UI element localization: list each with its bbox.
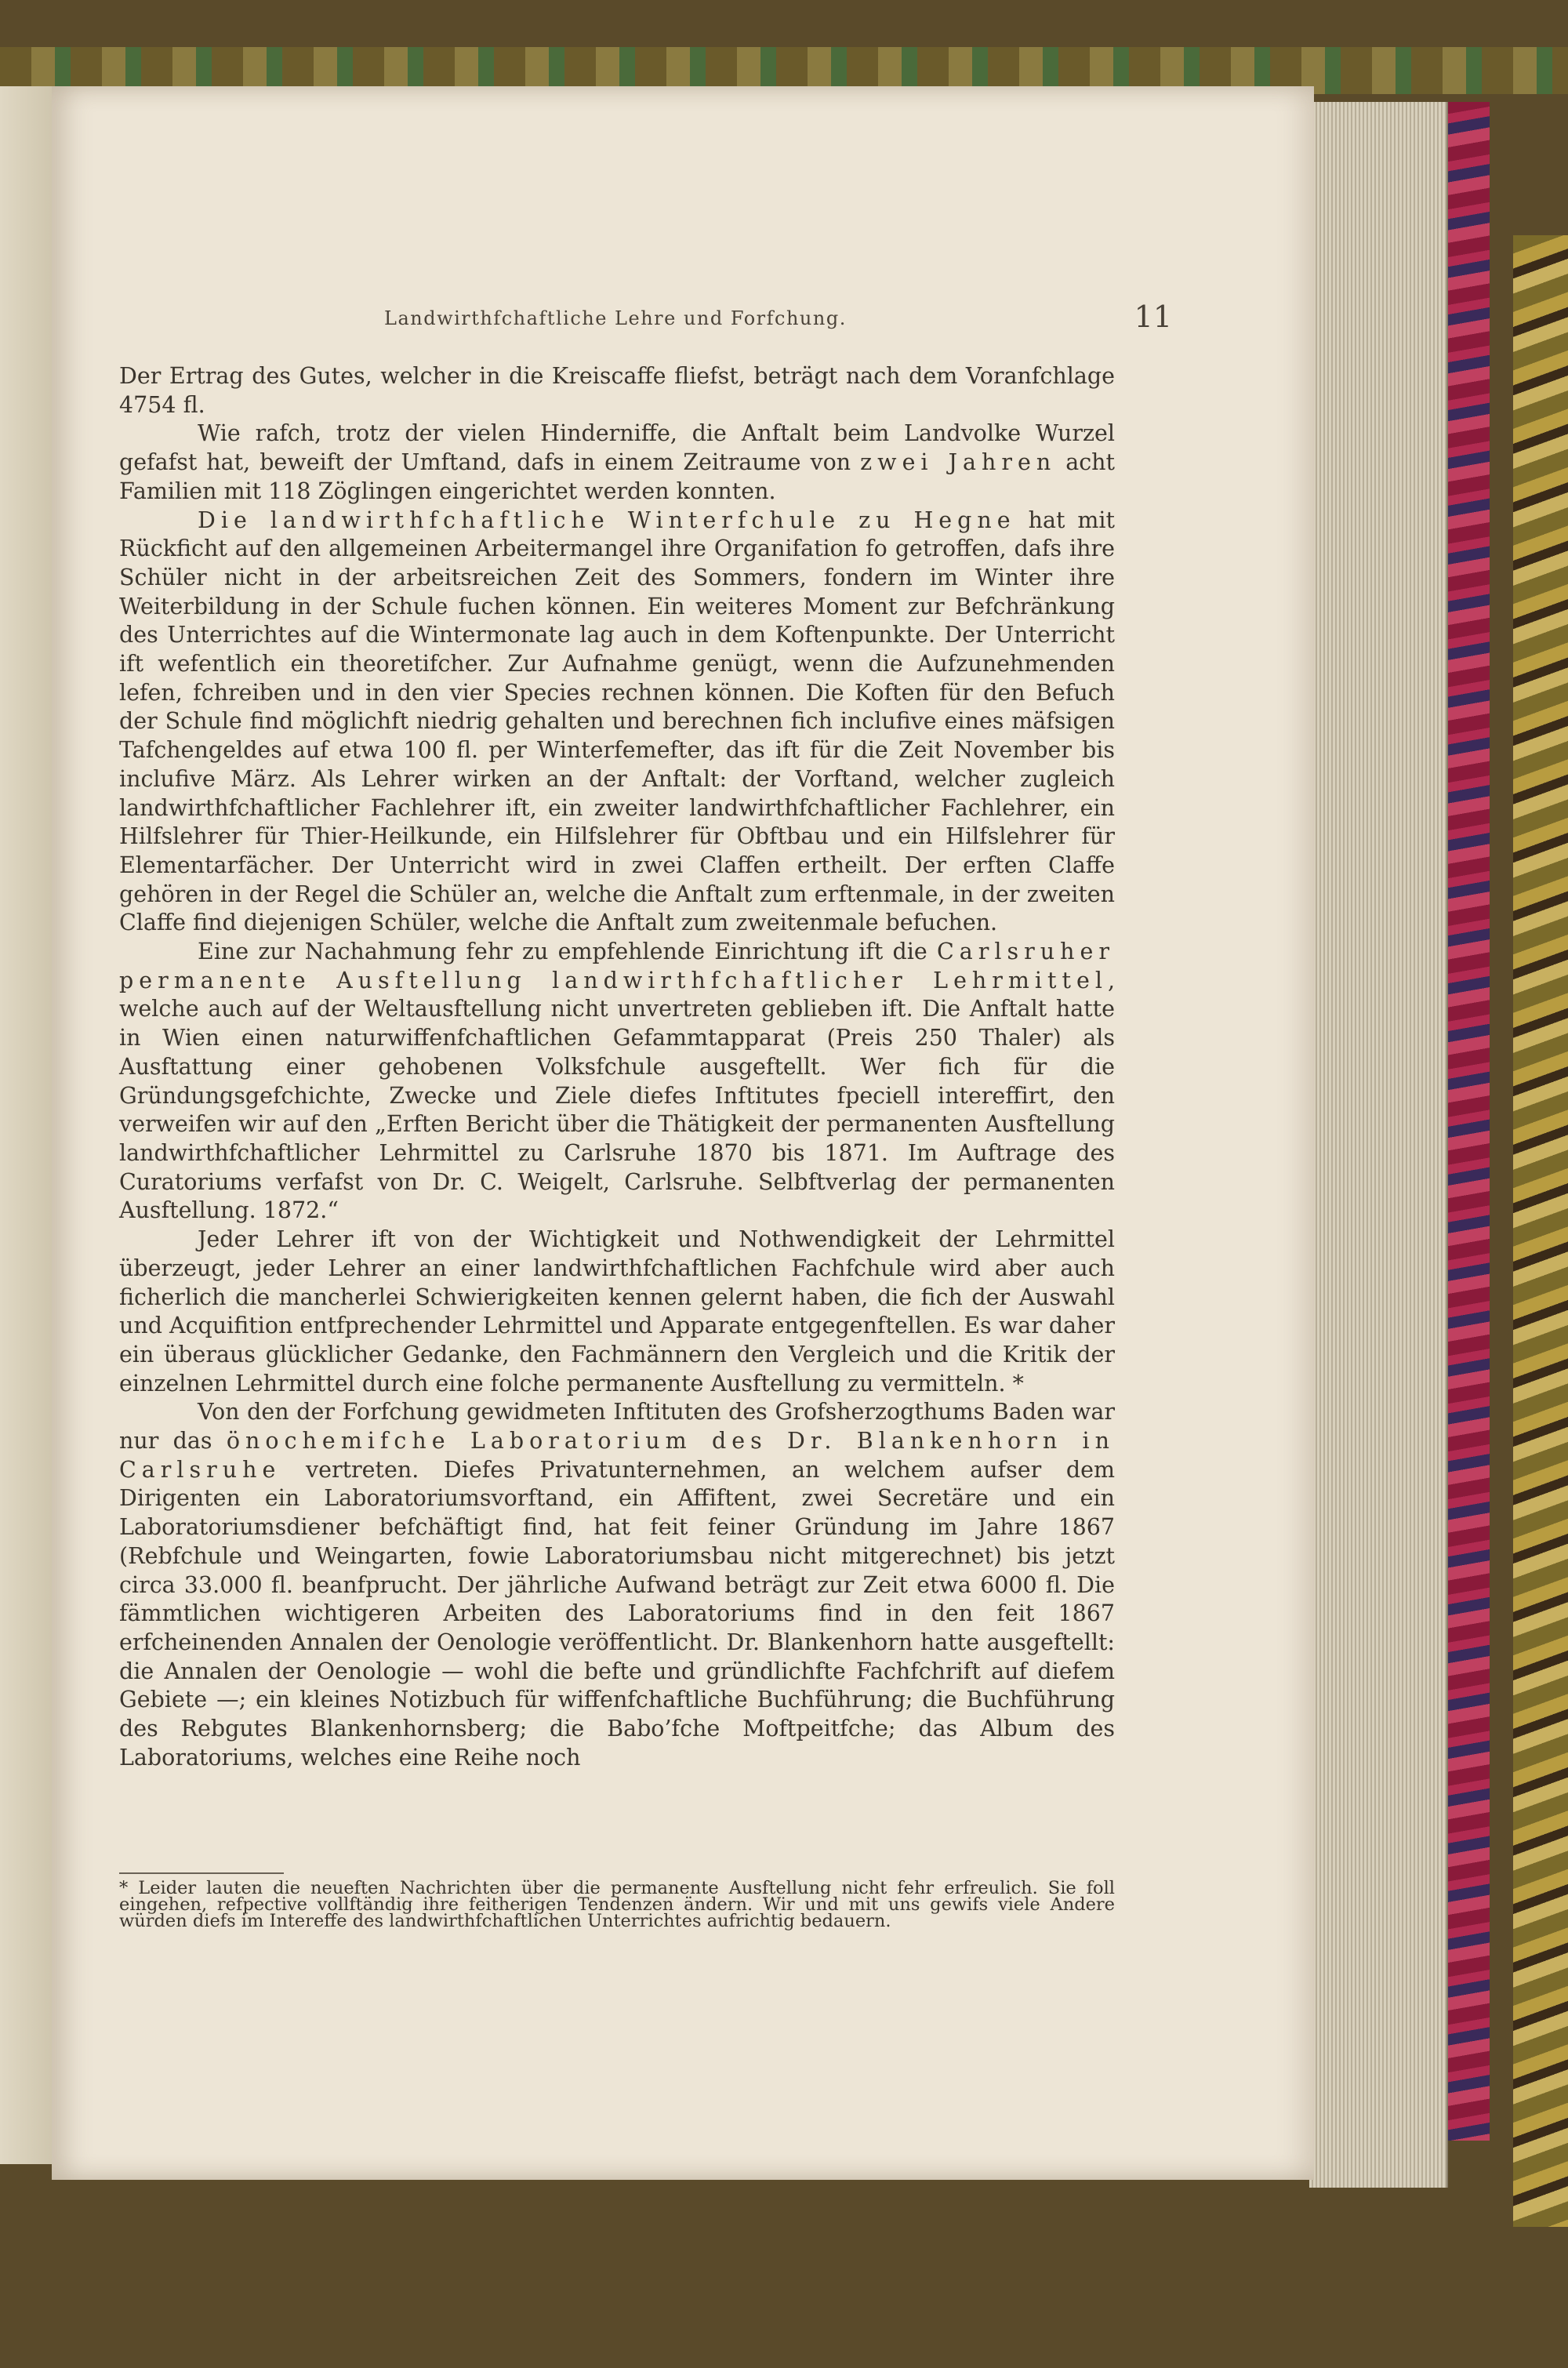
page-header	[384, 300, 1172, 347]
page-stack-edges	[1309, 102, 1448, 2188]
text-run: Wie rafch, trotz der vielen Hinderniffe, die Anftalt beim Landvolke Wurzel gefafst hat, beweift der Umftand, dafs in einem Zeitraume von	[119, 420, 1115, 476]
paragraph	[119, 1398, 1115, 1772]
text-run: , welche auch auf der Weltausftellung nicht unvertreten geblieben ift. Die Anftalt hatte in Wien einen naturwiffenfchaftlichen Gefammtapparat (Preis 250 Thaler) als Ausftattung einer gehobenen Volksfchule ausgeftellt. Wer fich für die Gründungsgefchichte, Zwecke und Ziele diefes Inftitutes fpeciell intereffirt, den verweifen wir auf den „Erften Bericht über die Thätigkeit der permanenten Ausftellung landwirthfchaftlicher Lehrmittel zu Carlsruhe 1870 bis 1871. Im Auftrage des Curatoriums verfafst von Dr. C. Weigelt, Carlsruhe. Selbftverlag der permanenten Ausftellung. 1872.“	[119, 967, 1115, 1224]
spaced-emphasis: Carlsruher permanente Ausftellung landwirthfchaftlicher Lehrmittel	[119, 939, 1115, 993]
text-run: hat mit Rückficht auf den allgemeinen Arbeitermangel ihre Organifation fo getroffen, dafs ihre Schüler nicht in der arbeitsreichen Zeit des Sommers, fondern im Winter ihre Weiterbildung in der Schule fuchen können. Ein weiteres Moment zur Befchränkung des Unterrichtes auf die Wintermonate lag auch in dem Koftenpunkte. Der Unterricht ift wefentlich ein theoretifcher. Zur Aufnahme genügt, wenn die Aufzunehmenden lefen, fchreiben und in den vier Species rechnen können. Die Koften für den Befuch der Schule find möglichft niedrig gehalten und berechnen fich inclufive eines mäfsigen Tafchengeldes auf etwa 100 fl. per Winterfemefter, das ift für die Zeit November bis inclufive März. Als Lehrer wirken an der Anftalt: der Vorftand, welcher zugleich landwirthfchaftlicher Fachlehrer ift, ein zweiter landwirthfchaftlicher Fachlehrer, ein Hilfslehrer für Thier-Heilkunde, ein Hilfslehrer für Obftbau und ein Hilfslehrer für Elementarfächer. Der Unterricht wird in zwei Claffen ertheilt. Der erften Claffe gehören in der Regel die Schüler an, welche die Anftalt zum erftenmale, in der zweiten Claffe find diejenigen Schüler, welche die Anftalt zum zweitenmale befuchen.	[119, 507, 1115, 936]
paragraph	[119, 1226, 1115, 1398]
text-run: Von den der Forfchung gewidmeten Inftituten des Grofsherzogthums Baden war nur das	[119, 1399, 1115, 1455]
footnote: * Leider lauten die neueften Nachrichten über die permanente Ausftellung nicht fehr erfreulich. Sie foll eingehen, refpective vollftändig ihre feitherigen Tendenzen ändern. Wir und mit uns gewifs viele Andere würden diefs im Intereffe des landwirthfchaftlichen Unterrichtes aufrichtig bedauern.	[119, 1878, 1115, 1931]
paragraph	[119, 507, 1115, 939]
text-run: acht Familien mit 118 Zöglingen eingerichtet werden konnten.	[119, 449, 1115, 504]
facing-page-edge	[0, 86, 53, 2164]
text-run: Der Ertrag des Gutes, welcher in die Kreiscaffe fliefst, beträgt nach dem Voranfchlage 4754 fl.	[119, 363, 1115, 418]
body-text	[119, 362, 1115, 1772]
spaced-emphasis: zwei Jahren	[860, 449, 1057, 476]
text-run: vertreten. Diefes Privatunternehmen, an welchem aufser dem Dirigenten ein Laboratoriumsvorftand, ein Affiftent, zwei Secretäre und ein Laboratoriumsdiener befchäftigt find, hat feit feiner Gründung im Jahre 1867 (Rebfchule und Weingarten, fowie Laboratoriumsbau nicht mitgerechnet) bis jetzt circa 33.000 fl. beanfprucht. Der jährliche Aufwand beträgt zur Zeit etwa 6000 fl. Die fämmtlichen wichtigeren Arbeiten des Laboratoriums find in den feit 1867 erfcheinenden Annalen der Oenologie veröffentlicht. Dr. Blankenhorn hatte ausgeftellt: die Annalen der Oenologie — wohl die befte und gründlichfte Fachfchrift auf diefem Gebiete —; ein kleines Notizbuch für wiffenfchaftliche Buchführung; die Buchführung des Rebgutes Blankenhornsberg; die Babo’fche Moftpeitfche; das Album des Laboratoriums, welches eine Reihe noch	[119, 1456, 1115, 1771]
paragraph	[119, 362, 1115, 419]
text-run: Jeder Lehrer ift von der Wichtigkeit und Nothwendigkeit der Lehrmittel überzeugt, jeder Lehrer an einer landwirthfchaftlichen Fachfchule wird aber auch ficherlich die mancherlei Schwierigkeiten kennen gelernt haben, die fich der Auswahl und Acquifition entfprechender Lehrmittel und Apparate entgegenftellen. Es war daher ein überaus glücklicher Gedanke, den Fachmännern den Vergleich und die Kritik der einzelnen Lehrmittel durch eine folche permanente Ausftellung zu vermitteln. *	[119, 1226, 1115, 1396]
marbled-cover	[1513, 235, 1568, 2227]
page-number: 11	[1134, 300, 1172, 334]
spaced-emphasis: Die landwirthfchaftliche Winterfchule zu Hegne	[198, 507, 1016, 533]
paragraph	[119, 419, 1115, 506]
running-head: Landwirthfchaftliche Lehre und Forfchung.	[384, 307, 847, 329]
spaced-emphasis: önochemifche Laboratorium des Dr. Blankenhorn in Carlsruhe	[119, 1428, 1115, 1483]
footnote-rule	[119, 1872, 284, 1874]
text-run: Eine zur Nachahmung fehr zu empfehlende Einrichtung ift die	[198, 939, 937, 965]
paragraph	[119, 938, 1115, 1226]
